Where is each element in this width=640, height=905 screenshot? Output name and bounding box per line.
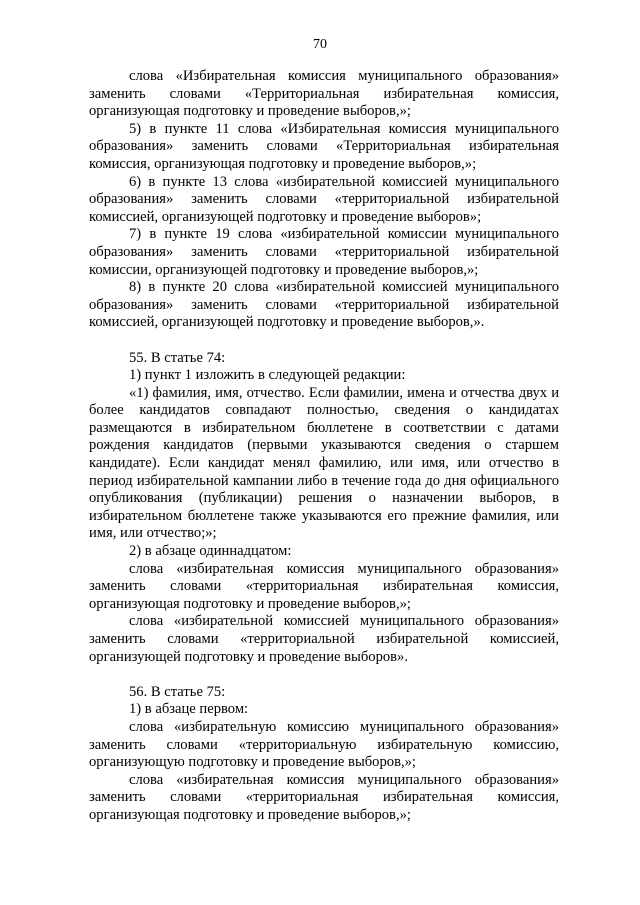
paragraph-55-item-2: 2) в абзаце одиннадцатом: — [129, 543, 292, 560]
paragraph-56-replace-1: слова «избирательную комиссию муниципального образования» заменить словами «территориальную избирательную комиссию, организующую подготовку и проведение выборов,»; — [89, 718, 559, 771]
paragraph-55-item-1: 1) пункт 1 изложить в следующей редакции: — [129, 367, 406, 384]
paragraph-1: слова «Избирательная комиссия муниципального образования» заменить словами «Территориальная избирательная комиссия, организующая подготовку и проведение выборов,»; — [89, 68, 559, 120]
section-heading-55: 55. В статье 74: — [129, 349, 226, 366]
paragraph-55-quote: «1) фамилия, имя, отчество. Если фамилии, имена и отчества двух и более кандидатов совпадают полностью, сведения о кандидатах размещаются в избирательном бюллетене в соответствии с датами рождения кандидатов (первыми указываются сведения о старшем кандидате). Если кандидат менял фамилию, или имя, или отчество в период избирательной кампании либо в течение года до дня официального опубликования (публикации) решения о назначении выборов, в избирательном бюллетене также указываются его прежние фамилия, или имя, или отчество;»; — [89, 384, 559, 542]
paragraph-56-item-1: 1) в абзаце первом: — [129, 701, 249, 718]
paragraph-55-replace-2: слова «избирательной комиссией муниципального образования» заменить словами «территориальной избирательной комиссией, организующей подготовку и проведение выборов». — [89, 613, 559, 665]
section-heading-56: 56. В статье 75: — [129, 683, 226, 700]
section-gap — [89, 332, 559, 350]
paragraph-item-8: 8) в пункте 20 слова «избирательной комиссией муниципального образования» заменить словами «территориальной избирательной комиссией, организующей подготовку и проведение выборов,». — [89, 279, 559, 331]
paragraph-item-7: 7) в пункте 19 слова «избирательной комиссии муниципального образования» заменить словами «территориальной избирательной комиссии, организующей подготовку и проведение выборов,»; — [89, 226, 559, 278]
paragraph-item-6: 6) в пункте 13 слова «избирательной комиссией муниципального образования» заменить словами «территориальной избирательной комиссией, организующей подготовку и проведение выборов»; — [89, 173, 559, 225]
document-body — [89, 68, 559, 825]
paragraph-56-replace-2: слова «избирательная комиссия муниципального образования» заменить словами «территориальная избирательная комиссия, организующая подготовку и проведение выборов,»; — [89, 771, 559, 823]
paragraph-item-5: 5) в пункте 11 слова «Избирательная комиссия муниципального образования» заменить словами «Территориальная избирательная комиссия, организующая подготовку и проведение выборов,»; — [89, 120, 559, 172]
section-gap — [89, 666, 559, 684]
paragraph-55-replace-1: слова «избирательная комиссия муниципального образования» заменить словами «территориальная избирательная комиссия, организующая подготовку и проведение выборов,»; — [89, 560, 559, 612]
page-number: 70 — [313, 37, 327, 52]
